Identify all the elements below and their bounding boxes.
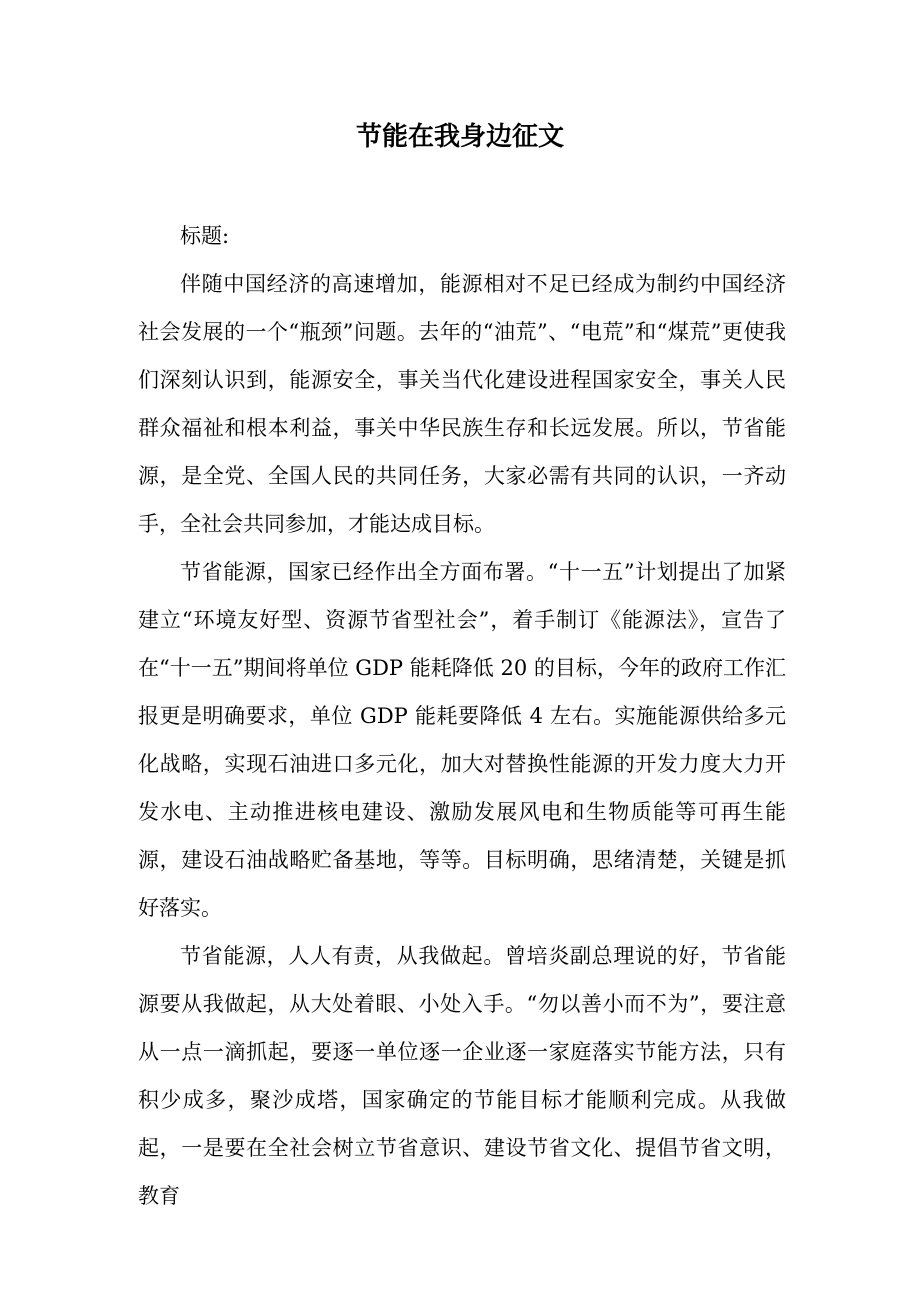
document-title: 节能在我身边征文	[355, 122, 564, 152]
paragraph-3: 节省能源，人人有责，从我做起。曾培炎副总理说的好，节省能源要从我做起，从大处着眼、小处入手。“勿以善小而不为”，要注意从一点一滴抓起，要逐一单位逐一企业逐一家庭落实节能方法，只有积少成多，聚沙成塔，国家确定的节能目标才能顺利完成。从我做起，一是要在全社会树立节省意识、建设节省文化、提倡节省文明，教育	[138, 944, 786, 1208]
label-line: 标题:	[180, 224, 230, 248]
document-body	[138, 212, 786, 1220]
paragraph-1: 伴随中国经济的高速增加，能源相对不足已经成为制约中国经济社会发展的一个“瓶颈”问题。去年的“油荒”、“电荒”和“煤荒”更使我们深刻认识到，能源安全，事关当代化建设进程国家安全，事关人民群众福祉和根本利益，事关中华民族生存和长远发展。所以，节省能源，是全党、全国人民的共同任务，大家必需有共同的认识，一齐动手，全社会共同参加，才能达成目标。	[138, 272, 786, 536]
paragraph-2: 节省能源，国家已经作出全方面布署。“十一五”计划提出了加紧建立“环境友好型、资源节省型社会”，着手制订《能源法》，宣告了在“十一五”期间将单位 GDP 能耗降低 20 的目标，今年的政府工作汇报更是明确要求，单位 GDP 能耗要降低 4 左右。实施能源供给多元化战略，实现石油进口多元化，加大对替换性能源的开发力度大力开发水电、主动推进核电建设、激励发展风电和生物质能等可再生能源，建设石油战略贮备基地，等等。目标明确，思绪清楚，关键是抓好落实。	[138, 560, 786, 920]
